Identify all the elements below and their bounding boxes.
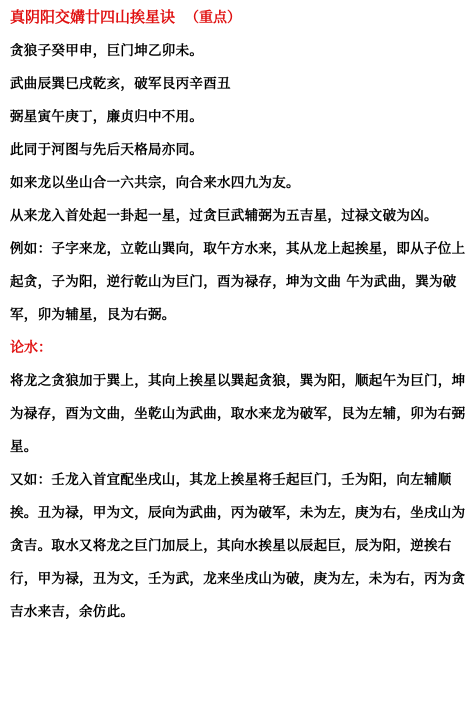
verse-line: 弼星寅午庚丁，廉贞归中不用。 xyxy=(10,109,204,125)
paragraph-second-example: 又如：壬龙入首宜配坐戌山，其龙上挨星将壬起巨门，壬为阳，向左辅顺挨。丑为禄，甲为文，辰向为武曲，丙为破军，未为左，庚为右，坐戌山为贪吉。取水又将龙之巨门加辰上，其向水挨星以辰起巨，辰为阳，逆挨右行，甲为禄，丑为文，壬为武，龙来坐戌山为破，庚为左，未为右，丙为贪吉水来吉，余仿此。 xyxy=(10,472,466,620)
verse-line: 如来龙以坐山合一六共宗，向合来水四九为友。 xyxy=(10,175,300,191)
title-text: 真阴阳交媾廿四山挨星诀 xyxy=(10,8,176,26)
paragraph-rule: 从来龙入首处起一卦起一星，过贪巨武辅弼为五吉星，过禄文破为凶。 xyxy=(10,208,438,224)
paragraph-water: 将龙之贪狼加于巽上，其向上挨星以巽起贪狼，巽为阳，顺起午为巨门，坤为禄存，酉为文曲，坐乾山为武曲，取水来龙为破军，艮为左辅，卯为右弼星。 xyxy=(10,373,466,455)
document-page xyxy=(10,6,466,629)
title-note: （重点） xyxy=(185,10,242,26)
verse-line: 此同于河图与先后天格局亦同。 xyxy=(10,142,204,158)
verse-line: 武曲辰巽巳戌乾亥，破军艮丙辛酉丑 xyxy=(10,76,231,92)
section-heading: 论水： xyxy=(10,340,52,356)
document-title xyxy=(10,6,466,29)
verse-line: 贪狼子癸甲申，巨门坤乙卯未。 xyxy=(10,43,204,59)
paragraph-example: 例如：子字来龙，立乾山巽向，取午方水来，其从龙上起挨星，即从子位上起贪，子为阳，逆行乾山为巨门，酉为禄存，坤为文曲 午为武曲，巽为破军，卯为辅星，艮为右弼。 xyxy=(10,241,466,323)
